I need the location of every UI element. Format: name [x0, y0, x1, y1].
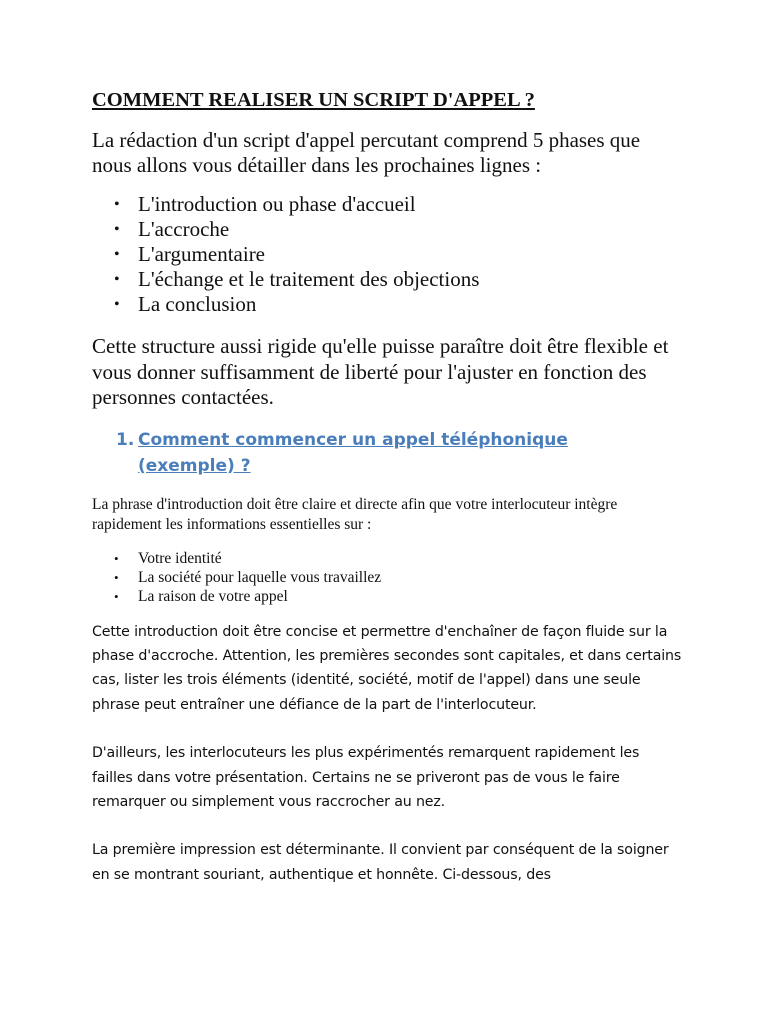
section-heading-line1[interactable]: Comment commencer un appel téléphonique: [138, 429, 568, 450]
list-item: • La société pour laquelle vous travaillez: [138, 568, 682, 587]
list-item: • L'accroche: [138, 217, 682, 242]
list-item: • Votre identité: [138, 549, 682, 568]
list-item: • L'échange et le traitement des objections: [138, 267, 682, 292]
phases-list: [92, 192, 682, 317]
essentials-list: [92, 549, 682, 606]
document-page: [92, 86, 682, 887]
list-item: • L'introduction ou phase d'accueil: [138, 192, 682, 217]
intro-phrase-paragraph: La phrase d'introduction doit être claire et directe afin que votre interlocuteur intègre rapidement les informations essentielles sur :: [92, 495, 618, 533]
intro-paragraph: La rédaction d'un script d'appel percutant comprend 5 phases que nous allons vous détailler dans les prochaines lignes :: [92, 128, 641, 177]
body-paragraph: La première impression est déterminante. Il convient par conséquent de la soigner en se montrant souriant, authentique et honnête. Ci-dessous, des: [92, 842, 669, 883]
body-paragraph: Cette introduction doit être concise et permettre d'enchaîner de façon fluide sur la phase d'accroche. Attention, les premières secondes sont capitales, et dans certains cas, lister les trois éléments (identité, société, motif de l'appel) dans une seule phrase peut entraîner une défiance de la part de l'interlocuteur.: [92, 623, 682, 713]
section-heading[interactable]: [92, 427, 682, 479]
body-paragraph: D'ailleurs, les interlocuteurs les plus expérimentés remarquent rapidement les failles dans votre présentation. Certains ne se priveront pas de vous le faire remarquer ou simplement vous raccrocher au nez.: [92, 745, 640, 810]
document-title: COMMENT REALISER UN SCRIPT D'APPEL ?: [92, 89, 535, 111]
section-heading-line2[interactable]: (exemple) ?: [138, 455, 251, 476]
list-item: • L'argumentaire: [138, 242, 682, 267]
list-item: • La raison de votre appel: [138, 587, 682, 606]
section-number: 1.: [116, 429, 135, 450]
list-item: • La conclusion: [138, 292, 682, 317]
structure-paragraph: Cette structure aussi rigide qu'elle puisse paraître doit être flexible et vous donner suffisamment de liberté pour l'ajuster en fonction des personnes contactées.: [92, 334, 669, 409]
